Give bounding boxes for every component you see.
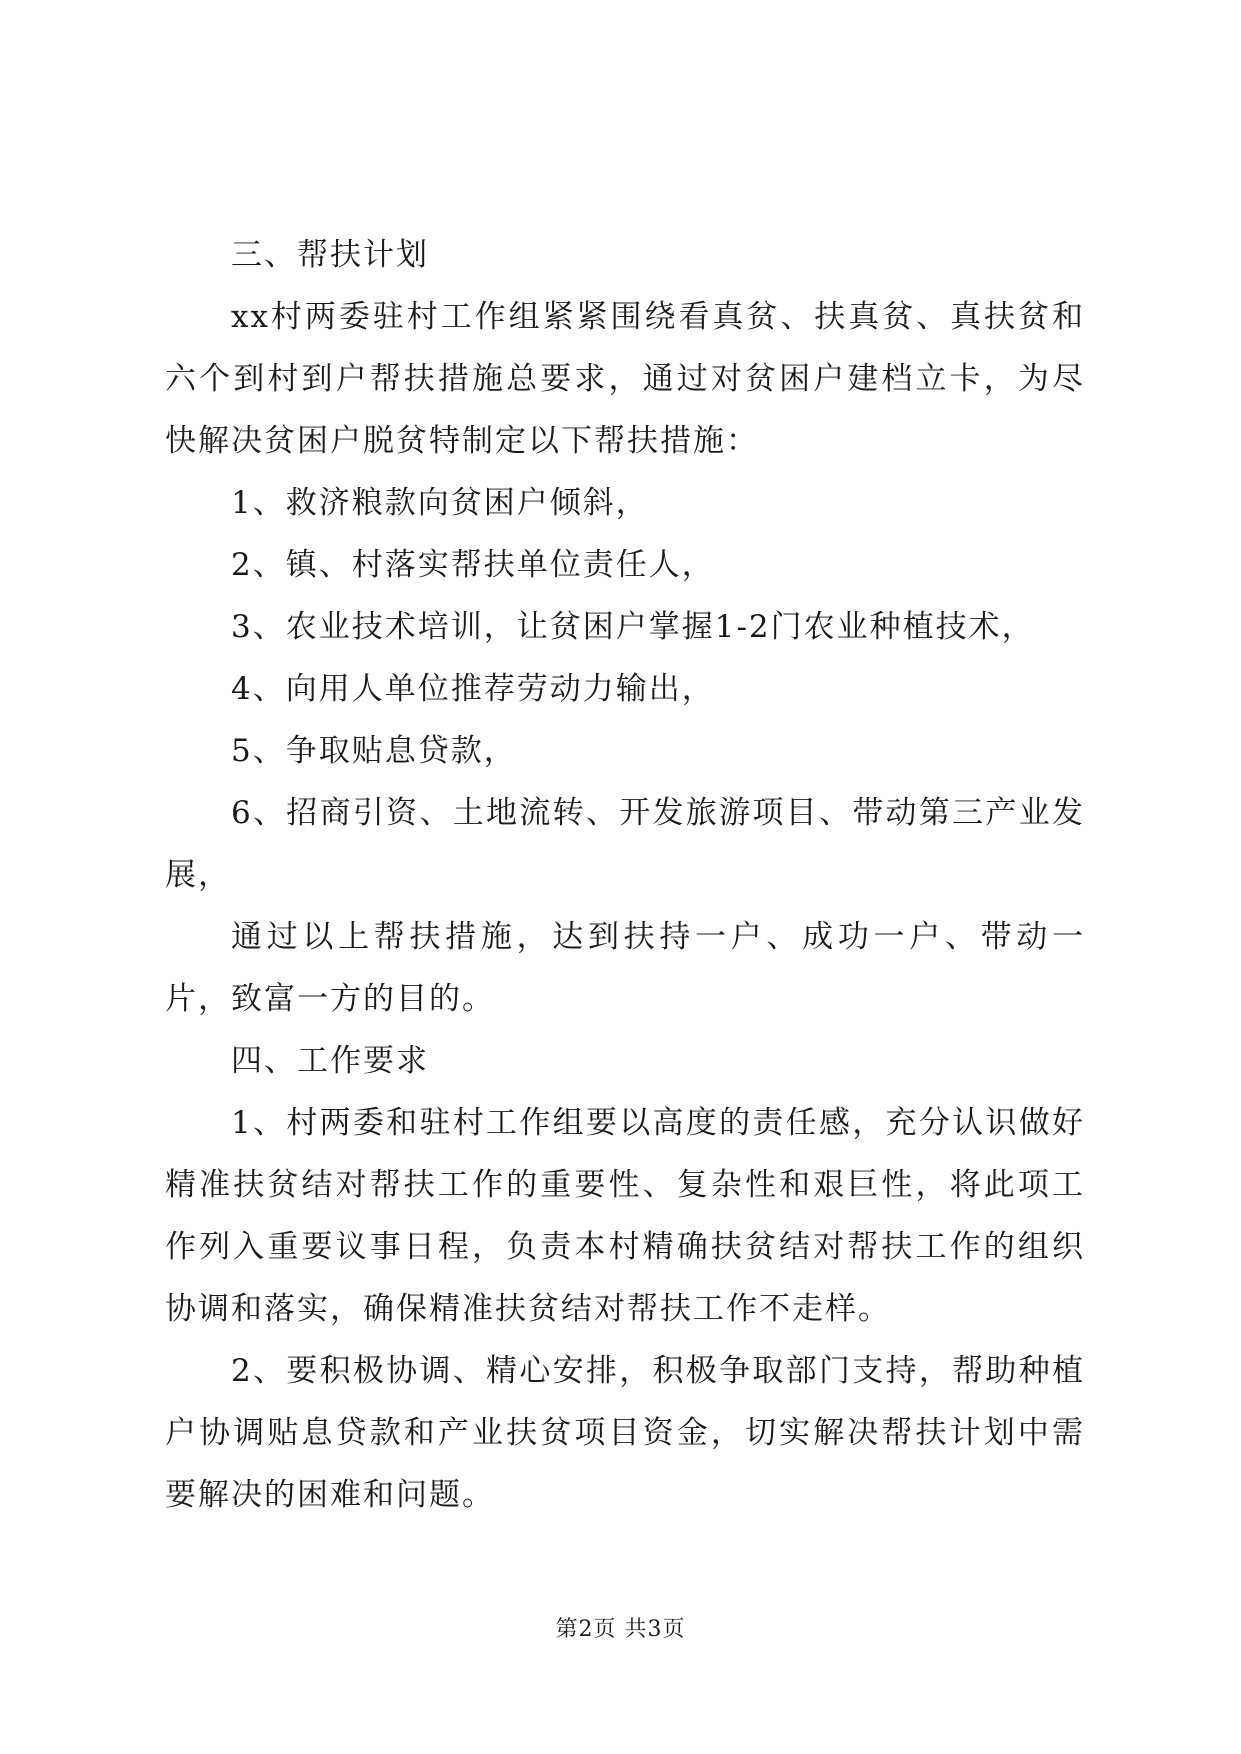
list-item-2: 2、镇、村落实帮扶单位责任人， xyxy=(231,547,715,583)
list-item-1: 1、救济粮款向贫困户倾斜， xyxy=(231,485,649,521)
list-item-3: 3、农业技术培训，让贫困户掌握1-2门农业种植技术， xyxy=(231,609,1035,645)
requirement-item-2: 2、要积极协调、精心安排，积极争取部门支持，帮助种植户协调贴息贷款和产业扶贫项目资金，切实解决帮扶计划中需要解决的困难和问题。 xyxy=(165,1353,1085,1513)
list-item-6: 6、招商引资、土地流转、开发旅游项目、带动第三产业发展， xyxy=(165,795,1085,893)
page-number-footer: 第2页 共3页 xyxy=(555,1617,686,1642)
document-body xyxy=(165,224,1085,1526)
section-heading-3: 三、帮扶计划 xyxy=(231,237,429,273)
requirement-item-1: 1、村两委和驻村工作组要以高度的责任感，充分认识做好精准扶贫结对帮扶工作的重要性、复杂性和艰巨性，将此项工作列入重要议事日程，负责本村精确扶贫结对帮扶工作的组织协调和落实，确保精准扶贫结对帮扶工作不走样。 xyxy=(165,1105,1085,1327)
paragraph-intro: xx村两委驻村工作组紧紧围绕看真贫、扶真贫、真扶贫和六个到村到户帮扶措施总要求，通过对贫困户建档立卡，为尽快解决贫困户脱贫特制定以下帮扶措施： xyxy=(165,299,1085,459)
section-heading-4: 四、工作要求 xyxy=(231,1043,429,1079)
list-item-4: 4、向用人单位推荐劳动力输出， xyxy=(231,671,715,707)
list-item-5: 5、争取贴息贷款， xyxy=(231,733,517,769)
paragraph-summary: 通过以上帮扶措施，达到扶持一户、成功一户、带动一片，致富一方的目的。 xyxy=(165,919,1085,1017)
